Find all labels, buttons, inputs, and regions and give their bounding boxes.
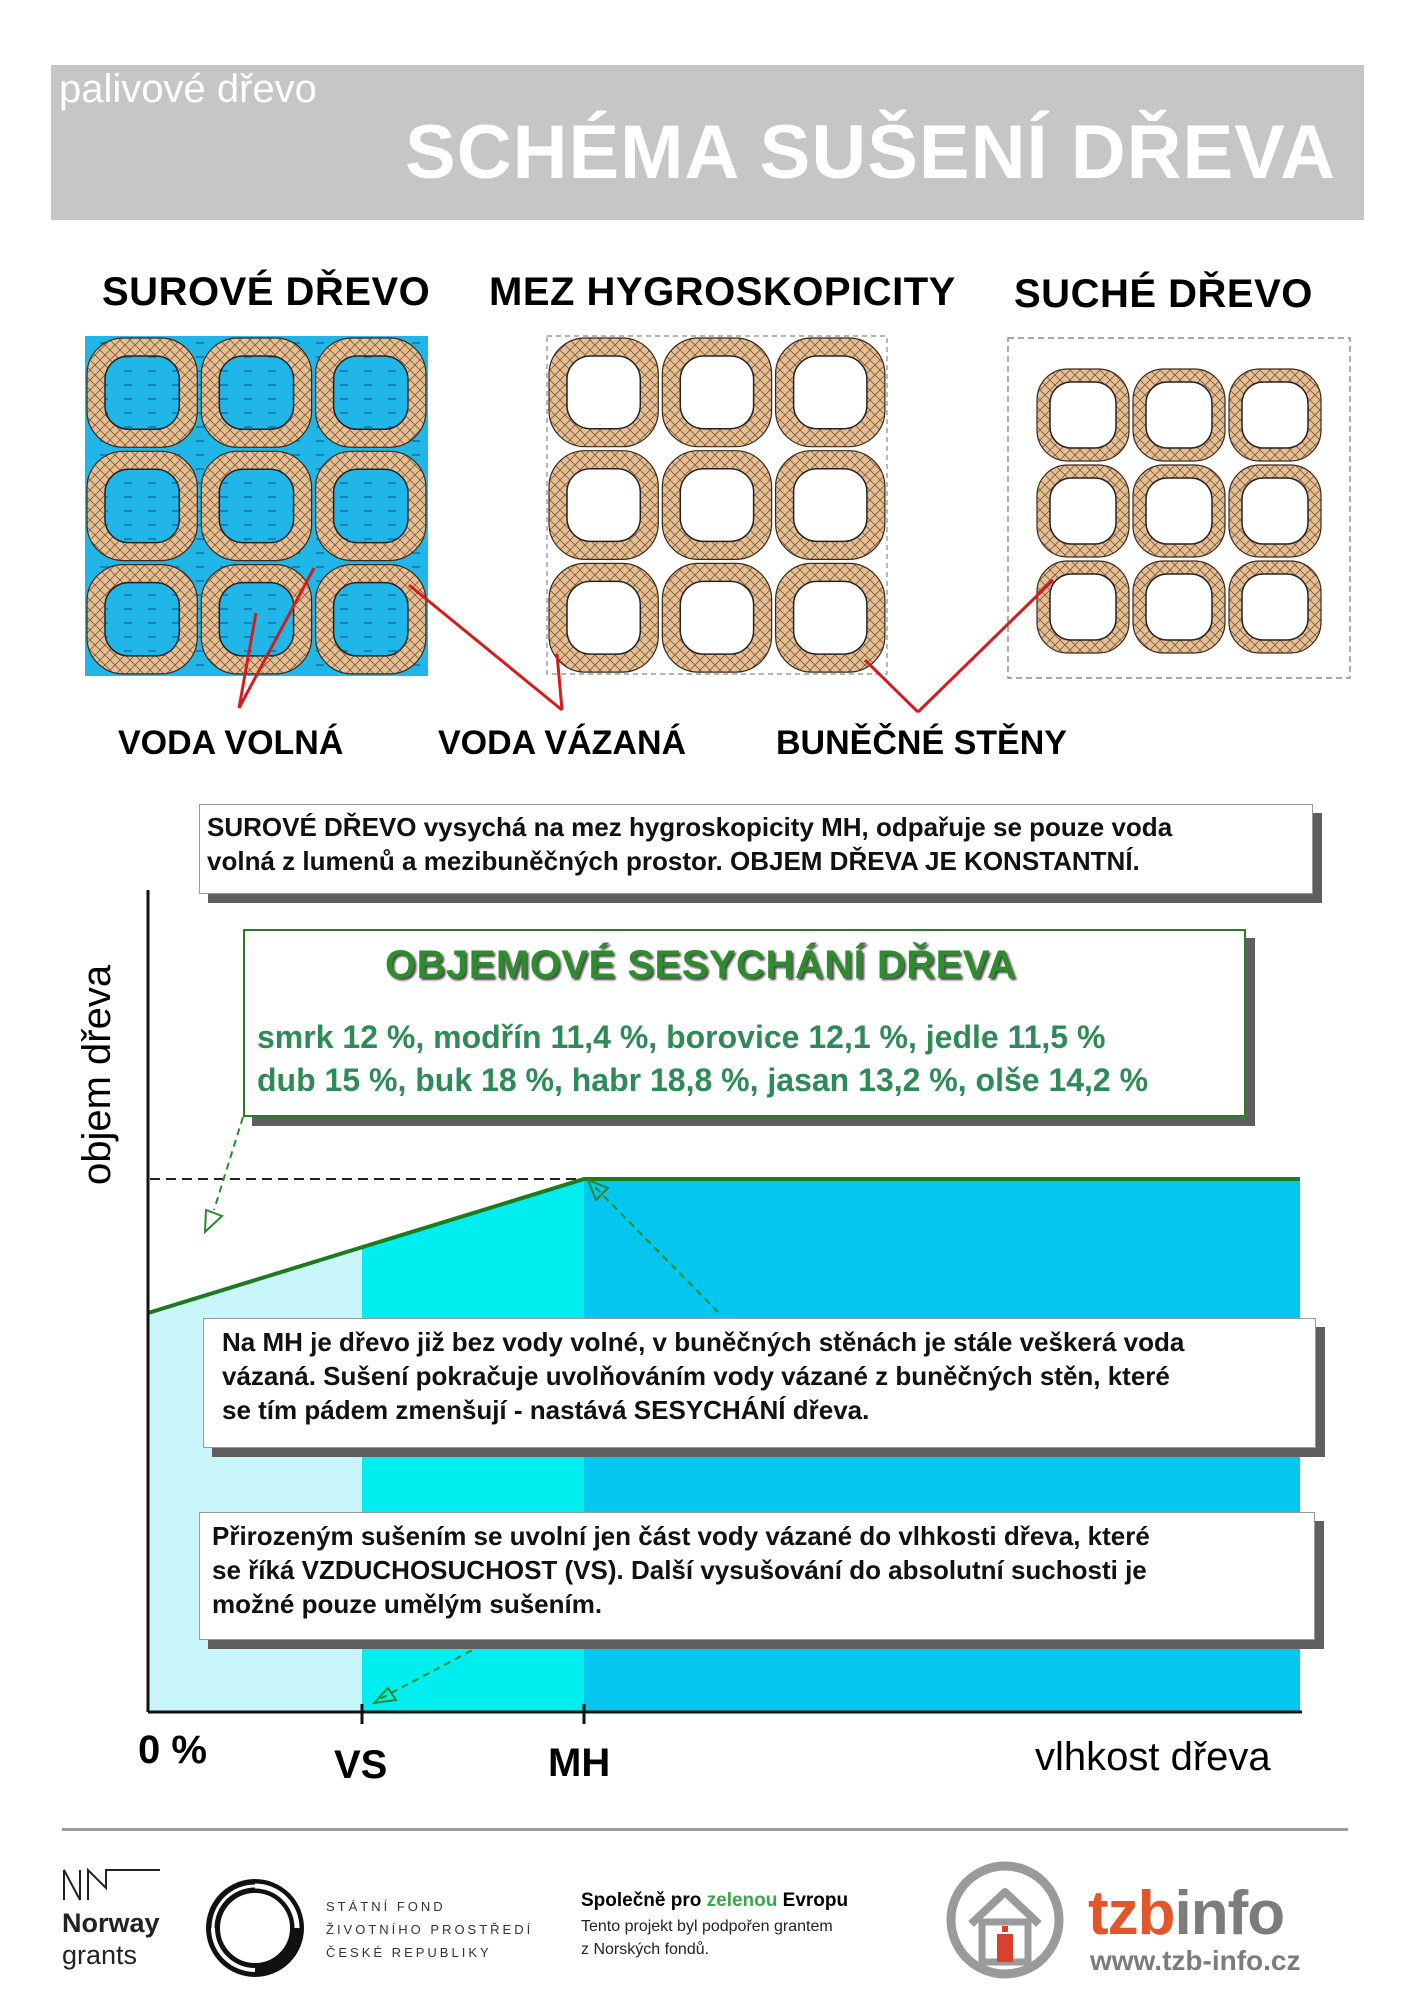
tzbinfo-brand [1088,1878,1284,1949]
note-shrinkage-line: Na MH je dřevo již bez vody volné, v buněčných stěnách je stále veškerá voda [222,1327,1185,1357]
species-shrinkage-box [243,929,1246,1117]
y-axis-label: objem dřeva [75,964,119,1185]
note-shrinkage-line: se tím pádem zmenšují - nastává SESYCHÁNÍ dřeva. [222,1395,870,1425]
label-cell-walls: BUNĚČNÉ STĚNY [776,724,1067,762]
state-fund-logo [205,1878,305,1978]
heading-dry-wood: SUCHÉ DŘEVO [1014,272,1313,316]
grants-label: grants [62,1940,138,1970]
note-raw-drying-line: volná z lumenů a mezibuněčných prostor. OBJEM DŘEVA JE KONSTANTNÍ. [207,846,1140,876]
campaign-sub2: z Norských fondů. [581,1941,710,1958]
tzbinfo-brand-tzb: tzb [1088,1879,1175,1948]
tick-label-vs: VS [334,1743,388,1787]
note-air-dry-line: možné pouze umělým sušením. [212,1589,603,1619]
note-air-dry-line: Přirozeným sušením se uvolní jen část vody vázané do vlhkosti dřeva, které [212,1521,1150,1551]
note-shrinkage [203,1318,1316,1448]
tick-label-0: 0 % [138,1728,207,1772]
campaign-sub1: Tento projekt byl podpořen grantem [581,1918,833,1935]
label-free-water: VODA VOLNÁ [118,724,344,762]
tzbinfo-brand-info: info [1174,1879,1285,1948]
heading-fsp: MEZ HYGROSKOPICITY [489,270,956,314]
heading-raw-wood: SUROVÉ DŘEVO [102,270,431,314]
norway-label: Norway [62,1908,160,1938]
note-raw-drying [199,804,1313,894]
header-kicker: palivové dřevo [59,67,317,111]
note-air-dry-line: se říká VZDUCHOSUCHOST (VS). Další vysušování do absolutní suchosti je [212,1555,1147,1585]
note-shrinkage-line: vázaná. Sušení pokračuje uvolňováním vody vázané z buněčných stěn, které [222,1361,1170,1391]
campaign-headline-green: zelenou [706,1890,778,1911]
note-air-dry [199,1512,1315,1640]
campaign-headline [581,1890,848,1912]
tzbinfo-url: www.tzb-info.cz [1090,1945,1301,1976]
footer-divider [62,1828,1348,1831]
arrow-to-shrink-start [214,1117,243,1210]
species-line-broadleaves: dub 15 %, buk 18 %, habr 18,8 %, jasan 13,2 %, olše 14,2 % [257,1062,1149,1098]
state-fund-line2: ŽIVOTNÍHO PROSTŘEDÍ [326,1922,534,1937]
tick-label-mh: MH [548,1741,611,1785]
norway-grants-icon [62,1866,172,1906]
species-line-conifers: smrk 12 %, modřín 11,4 %, borovice 12,1 %, jedle 11,5 % [257,1019,1106,1055]
page-title: SCHÉMA SUŠENÍ DŘEVA [405,110,1337,195]
label-bound-water: VODA VÁZANÁ [438,724,687,762]
species-box-title: OBJEMOVÉ SESYCHÁNÍ DŘEVA [385,943,1017,987]
state-fund-line3: ČESKÉ REPUBLIKY [326,1945,492,1960]
x-axis-label: vlhkost dřeva [1035,1735,1271,1779]
campaign-headline-a: Společně pro [581,1890,707,1911]
tzbinfo-house-icon [945,1860,1065,1980]
note-raw-drying-line: SUROVÉ DŘEVO vysychá na mez hygroskopicity MH, odpařuje se pouze voda [207,812,1173,842]
campaign-headline-c: Evropu [777,1890,849,1911]
state-fund-line1: STÁTNÍ FOND [326,1899,446,1914]
